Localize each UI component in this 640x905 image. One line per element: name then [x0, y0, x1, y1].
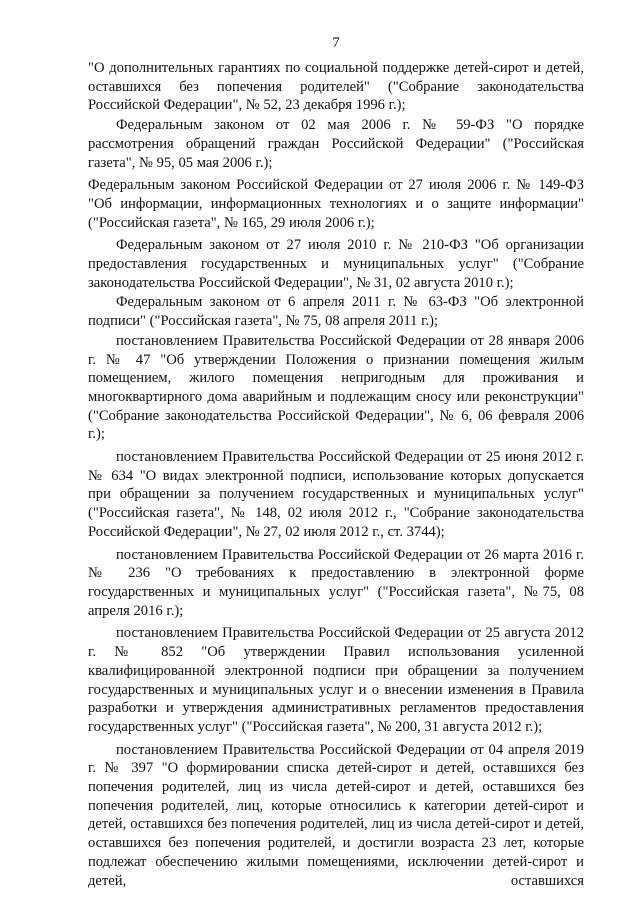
paragraph-1: "О дополнительных гарантиях по социальной поддержке детей-сирот и детей, оставшихся без попечения родителей" ("Собрание законодательства Российской Федерации", № 52, 23 декабря 1996 г.); [88, 60, 584, 114]
page-number: 7 [332, 35, 340, 51]
paragraph-6: постановлением Правительства Российской Федерации от 28 января 2006 г. № 47 "Об утверждении Положения о признании помещения жилым помещением, жилого помещения непригодным для проживания и многоквартирного дома аварийным и подлежащим сносу или реконструкции" ("Собрание законодательства Российской Федерации", № 6, 06 февраля 2006 г.); [88, 332, 584, 443]
paragraph-9: постановлением Правительства Российской Федерации от 25 августа 2012 г. № 852 "Об утверждении Правил использования усиленной квалифицированной электронной подписи при обращении за получением государственных и муниципальных услуг и о внесении изменения в Правила разработки и утверждения административных регламентов предоставления государственных услуг" ("Российская газета", № 200, 31 августа 2012 г.); [88, 625, 584, 735]
paragraph-3: Федеральным законом Российской Федерации от 27 июля 2006 г. № 149-ФЗ "Об информации, информационных технологиях и о защите информации" ("Российская газета", № 165, 29 июля 2006 г.); [88, 177, 584, 231]
paragraph-4: Федеральным законом от 27 июля 2010 г. № 210-ФЗ "Об организации предоставления государственных и муниципальных услуг" ("Собрание законодательства Российской Федерации", № 31, 02 августа 2010 г.); [88, 237, 584, 291]
paragraph-8: постановлением Правительства Российской Федерации от 26 марта 2016 г. № 236 "О требованиях к предоставлению в электронной форме государственных и муниципальных услуг" ("Российская газета", №75, 08 апреля 2016 г.); [88, 546, 584, 619]
paragraph-2: Федеральным законом от 02 мая 2006 г. № 59-ФЗ "О порядке рассмотрения обращений граждан Российской Федерации" ("Российская газета", № 95, 05 мая 2006 г.); [88, 117, 584, 171]
paragraph-5: Федеральным законом от 6 апреля 2011 г. № 63-ФЗ "Об электронной подписи" ("Российская газета", № 75, 08 апреля 2011 г.); [88, 294, 584, 330]
paragraph-7: постановлением Правительства Российской Федерации от 25 июня 2012 г. № 634 "О видах электронной подписи, использование которых допускается при обращении за получением государственных и муниципальных услуг" ("Российская газета", № 148, 02 июля 2012 г., "Собрание законодательства Российской Федерации", № 27, 02 июля 2012 г., ст. 3744); [88, 449, 584, 540]
paragraph-10: постановлением Правительства Российской Федерации от 04 апреля 2019 г. № 397 "О формировании списка детей-сирот и детей, оставшихся без попечения родителей, лиц из числа детей-сирот и детей, оставшихся без попечения родителей, лиц, которые относились к категории детей-сирот и детей, оставшихся без попечения родителей, лиц из числа детей-сирот и детей, оставшихся без попечения родителей, и достигли возраста 23 лет, которые подлежат обеспечению жилыми помещениями, исключении детей-сирот и детей, оставшихся [88, 741, 584, 889]
